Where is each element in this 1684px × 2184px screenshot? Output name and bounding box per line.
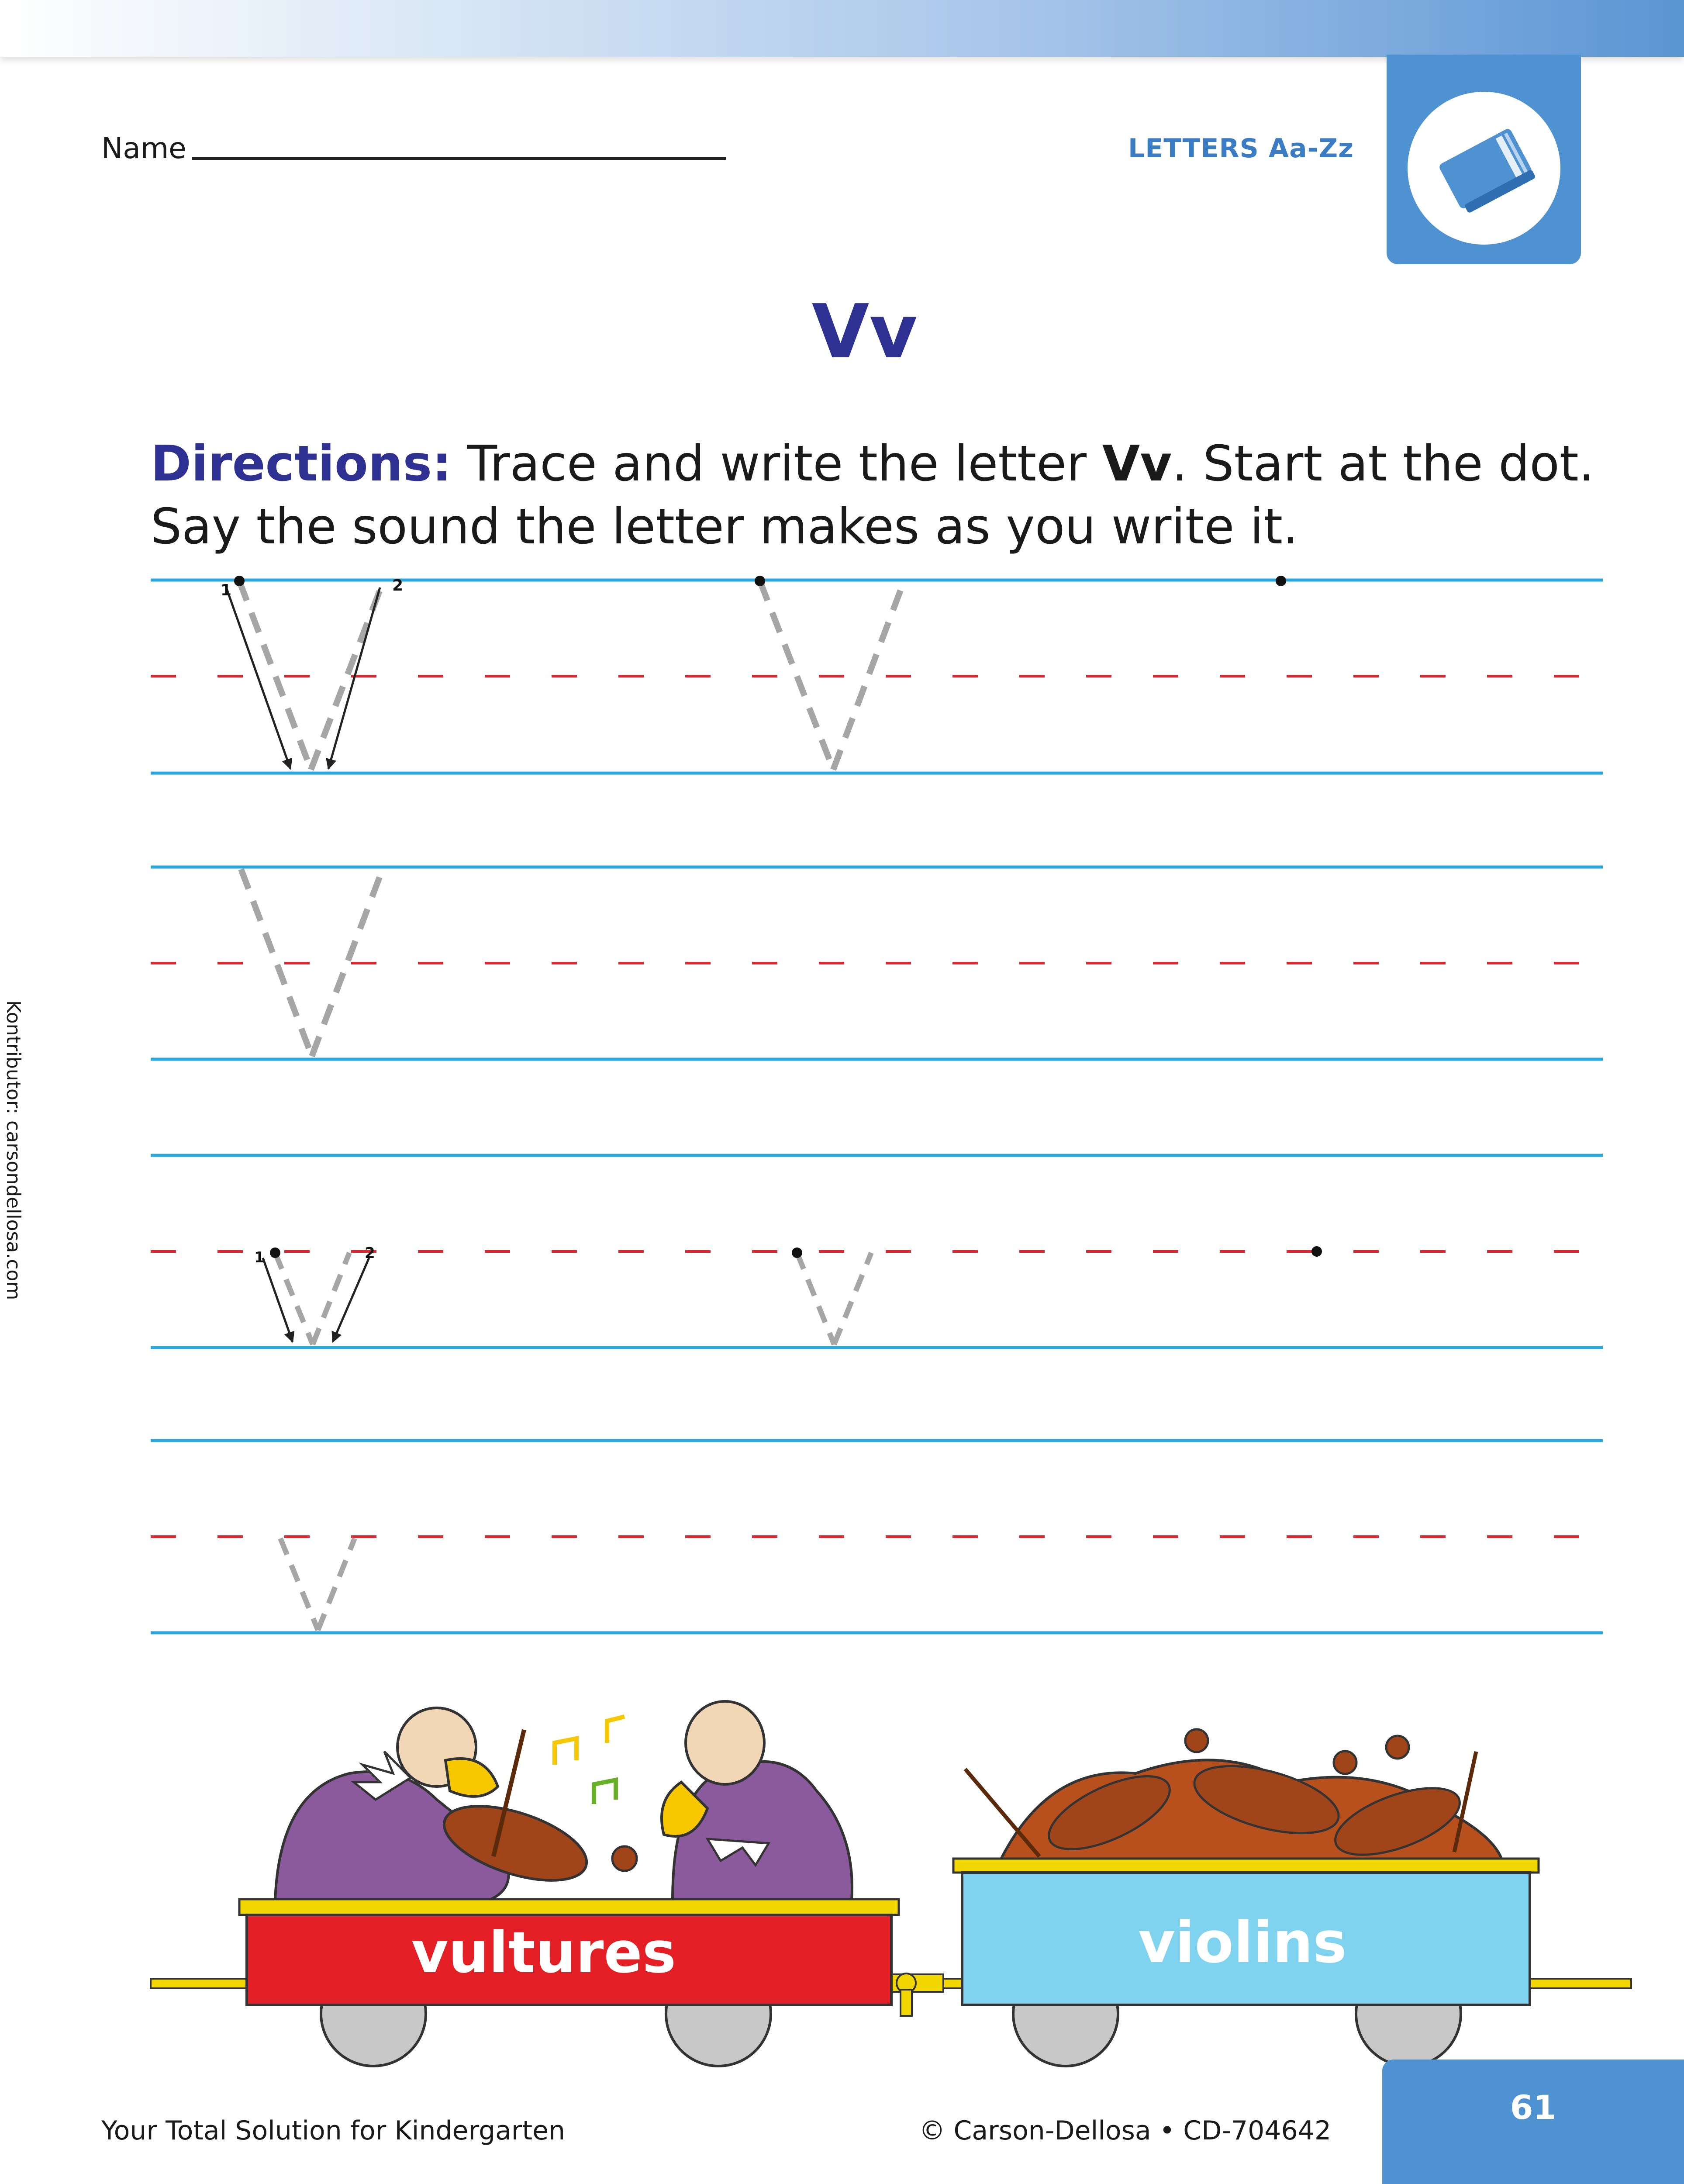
stroke-number-2: 2 (392, 577, 404, 594)
stroke-number-1: 1 (254, 1249, 265, 1266)
vultures-car (239, 1701, 899, 2066)
vulture-illustration (275, 1708, 637, 1900)
footer-title: Your Total Solution for Kindergarten (101, 2115, 566, 2146)
category-label: LETTERS Aa-Zz (1128, 133, 1354, 164)
directions-label: Directions: (151, 435, 452, 492)
trace-letter-v-2 (797, 1253, 871, 1344)
stroke-number-2: 2 (365, 1244, 375, 1262)
side-credit: Kontributor: carsondellosa.com (2, 1000, 24, 1300)
start-dot (755, 576, 765, 586)
violins-pile-illustration (965, 1729, 1502, 1869)
start-dot (270, 1248, 280, 1258)
footer-copyright: © Carson-Dellosa • CD-704642 (919, 2115, 1331, 2146)
vultures-label: vultures (411, 1919, 676, 1986)
practice-row-2[interactable] (151, 867, 1603, 1059)
start-dot (792, 1248, 802, 1258)
directions-letter: Vv (1102, 435, 1172, 492)
train-illustration (151, 1701, 1631, 2066)
directions-text-before: Trace and write the letter (452, 435, 1102, 492)
directions-text-after: . Start at the dot. Say the sound the letter makes as you write it. (151, 435, 1594, 555)
page-number: 61 (1510, 2088, 1556, 2127)
name-label: Name (101, 131, 186, 165)
violins-label: violins (1138, 1909, 1347, 1976)
start-dot (234, 576, 245, 586)
trace-letter-v-3 (280, 1538, 355, 1630)
start-dot (1311, 1246, 1322, 1257)
stroke-number-1: 1 (221, 581, 232, 599)
practice-row-3[interactable] (151, 1155, 1603, 1348)
violins-car (953, 1729, 1539, 2066)
practice-row-1[interactable] (151, 576, 1603, 773)
vulture-illustration (662, 1701, 852, 1900)
music-notes-icon (555, 1717, 625, 1804)
start-dot (1276, 576, 1286, 586)
featured-letter: Vv (811, 289, 918, 375)
page-number-box (1382, 2060, 1684, 2184)
practice-row-4[interactable] (151, 1441, 1603, 1633)
